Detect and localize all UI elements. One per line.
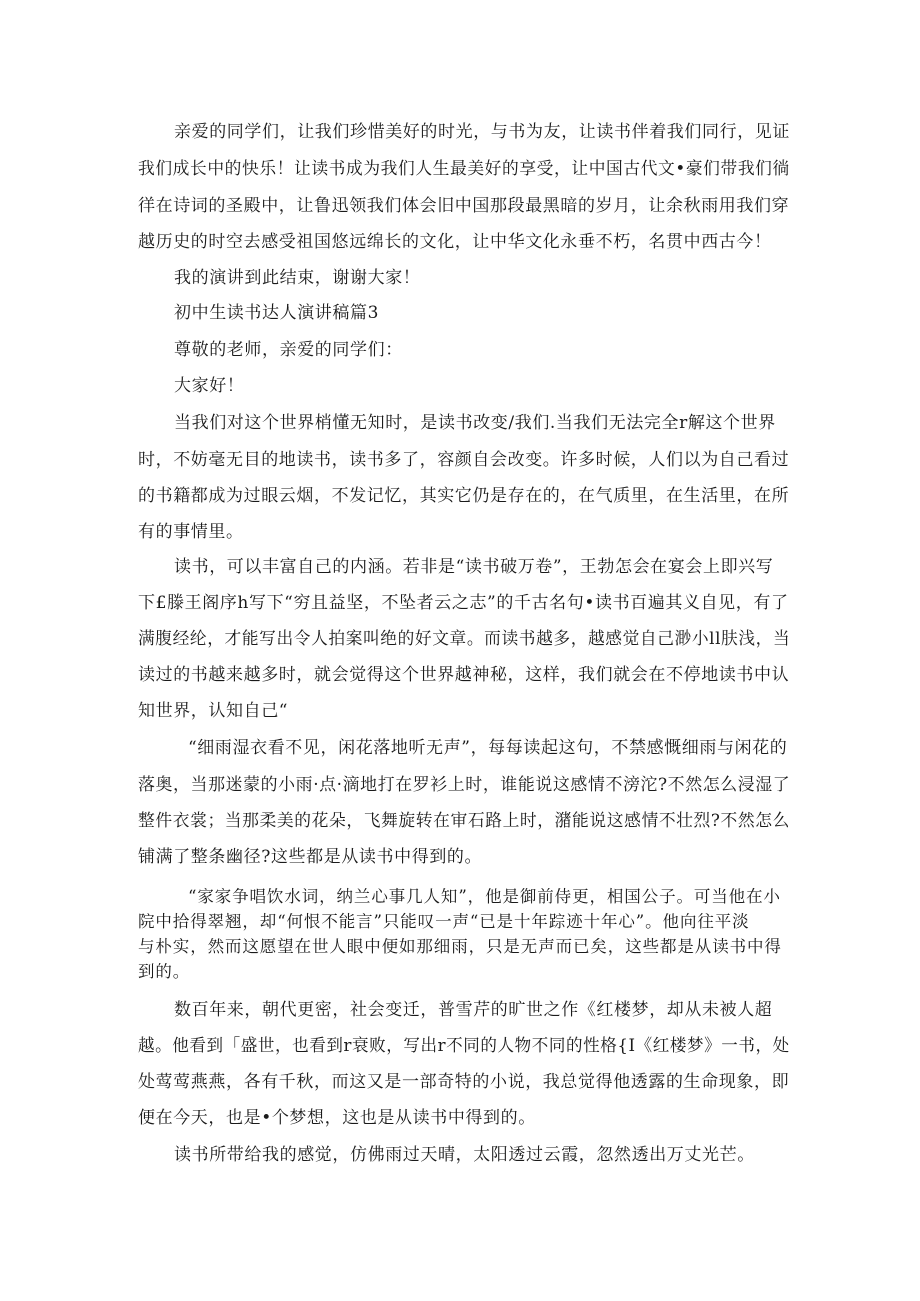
text-line: 落奥，当那迷蒙的小雨·点·滴地打在罗衫上时，谁能说这感情不滂沱?不然怎么浸湿了 — [138, 775, 791, 795]
text-line: 数百年来，朝代更密，社会变迁，普雪芹的旷世之作《红楼梦，却从未被人超 — [174, 1000, 773, 1020]
text-line: 铺满了整条幽径?这些都是从读书中得到的。 — [138, 847, 483, 867]
text-line: 徉在诗词的圣殿中，让鲁迅领我们体会旧中国那段最黑暗的岁月，让余秋雨用我们穿 — [138, 196, 790, 216]
text-line: 院中拾得翠翘，却“何恨不能言”只能叹一声“已是十年踪迹十年心”。他向往平淡 — [138, 912, 750, 931]
text-line: 的书籍都成为过眼云烟，不发记忆，其实它仍是存在的，在气质里，在生活里，在所 — [138, 486, 790, 506]
text-line: 越历史的时空去感受祖国悠远绵长的文化，让中华文化永垂不朽，名贯中西古今！ — [138, 232, 772, 252]
text-line: 整件衣裳；当那柔美的花朵，飞舞旋转在审石路上时，潴能说这感情不壮烈?不然怎么 — [138, 811, 790, 831]
text-line: “家家争唱饮水词，纳兰心事几人知”，他是御前侍更，相国公子。可当他在小 — [188, 887, 781, 906]
text-line: 读过的书越来越多时，就会觉得这个世界越神秘，这样，我们就会在不停地读书中认 — [138, 665, 790, 685]
text-line: 处莺莺燕燕，各有千秋，而这又是一部奇特的小说，我总觉得他透露的生命现象，即 — [138, 1072, 790, 1092]
text-line: 亲爱的同学们，让我们珍惜美好的时光，与书为友，让读书伴着我们同行，见证 — [174, 122, 790, 142]
text-line: 大家好！ — [174, 376, 245, 396]
text-line: 知世界，认知自己“ — [138, 701, 289, 721]
text-line: 当我们对这个世界梢懂无知时，是读书改变/我们.当我们无法完全r解这个世界 — [174, 413, 776, 433]
section-heading: 初中生读书达人演讲稿篇3 — [174, 303, 380, 323]
text-line: 尊敬的老师，亲爱的同学们： — [174, 340, 403, 360]
text-line: 到的。 — [138, 962, 191, 981]
text-line: 便在今天，也是•个梦想，这也是从读书中得到的。 — [138, 1108, 536, 1128]
text-line: 时，不妨毫无目的地读书，读书多了，容颜自会改变。许多时候，人们以为自己看过 — [138, 450, 790, 470]
text-line: 与朴实，然而这愿望在世人眼中便如那细雨，只是无声而已矣，这些都是从读书中得 — [138, 937, 782, 956]
text-line: 读书，可以丰富自己的内涵。若非是“读书破万卷”，王勃怎会在宴会上即兴写 — [174, 557, 774, 577]
text-line: 我的演讲到此结束，谢谢大家！ — [174, 268, 421, 288]
text-line: 我们成长中的快乐！让读书成为我们人生最美好的享受，让中国古代文•豪们带我们徜 — [138, 159, 790, 179]
text-line: 下£滕王阁序h写下“穷且益坚，不坠者云之志”的千古名句•读书百遍其义自见，有了 — [138, 593, 789, 613]
text-line: 越。他看到「盛世，也看到r衰败，写出r不同的人物不同的性格{I《红楼梦》一书，处 — [138, 1036, 790, 1056]
text-line: 满腹经纶，才能写出令人拍案叫绝的好文章。而读书越多，越感觉自己渺小ll肤浅，当 — [138, 629, 791, 649]
text-line: “细雨湿衣看不见，闲花落地听无声”，每每读起这句，不禁感慨细雨与闲花的 — [188, 738, 788, 758]
text-line: 有的事情里。 — [138, 522, 244, 542]
text-line: 读书所带给我的感觉，仿佛雨过天晴，太阳透过云霞，忽然透出万丈光芒。 — [174, 1145, 755, 1165]
